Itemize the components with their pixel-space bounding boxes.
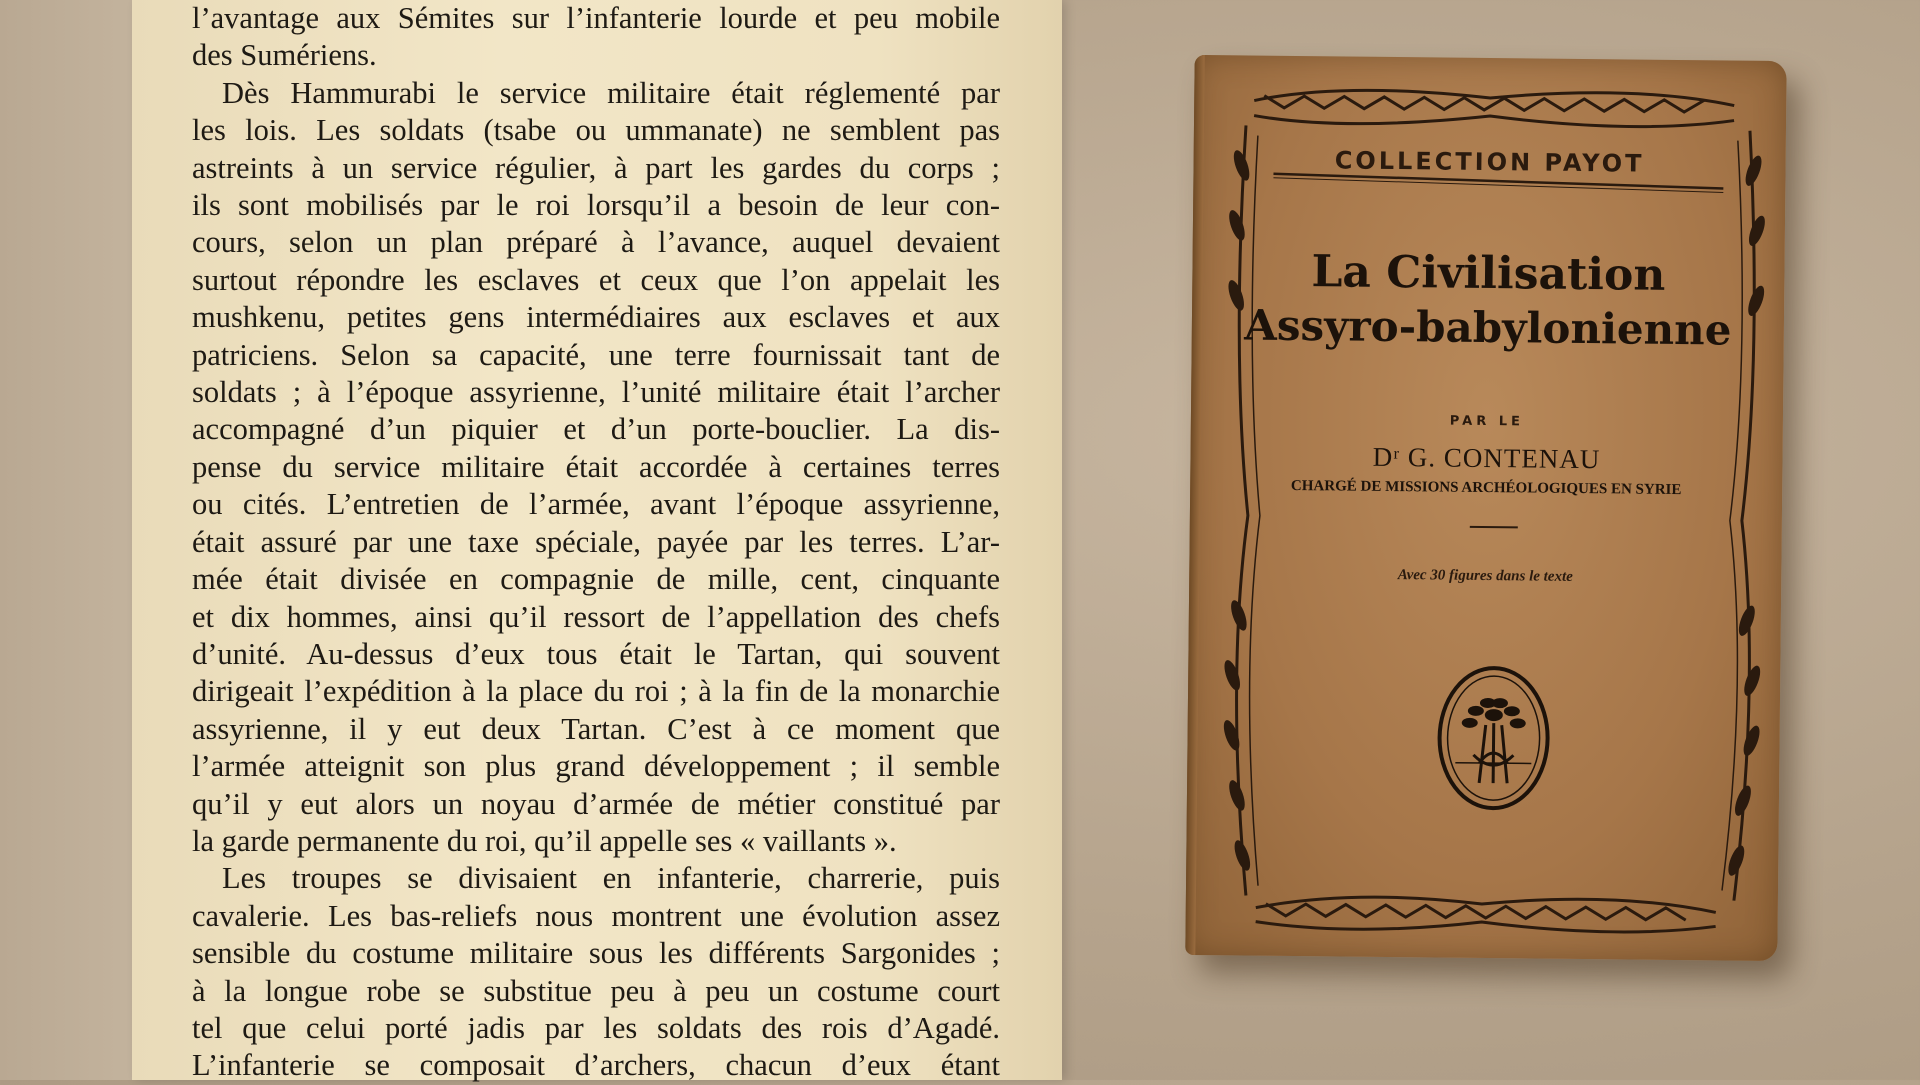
text-line: qu’il y eut alors un noyau d’armée de métier constitué par [192, 786, 1000, 821]
text-line: les lois. Les soldats (tsabe ou ummanate) ne semblent pas [192, 113, 1000, 148]
text-line: sensible du costume militaire sous les différents Sargonides ; [192, 936, 1000, 971]
book-title-line1: La Civilisation [1311, 246, 1666, 301]
text-line: la garde permanente du roi, qu’il appelle ses « vaillants ». [192, 823, 897, 858]
book-page [132, 0, 1062, 1083]
author-role: CHARGÉ DE MISSIONS ARCHÉOLOGIQUES EN SYRIE [1290, 477, 1682, 499]
text-line: des Sumériens. [192, 38, 377, 73]
text-line: dirigeait l’expédition à la place du roi ; à la fin de la monarchie [192, 674, 1000, 709]
text-line: assyrienne, il y eut deux Tartan. C’est à ce moment que [192, 711, 1000, 746]
text-line: accompagné d’un piquier et d’un porte-bouclier. La dis- [192, 412, 1000, 447]
text-line: astreints à un service régulier, à part les gardes du corps ; [192, 150, 1000, 185]
figures-note: Avec 30 figures dans le texte [1397, 567, 1573, 585]
text-line: d’unité. Au-dessus d’eux tous était le Tartan, qui souvent [192, 636, 1000, 671]
page-text [192, 0, 1000, 1085]
text-line: patriciens. Selon sa capacité, une terre fournissait tant de [192, 337, 1000, 372]
text-line: surtout répondre les esclaves et ceux que l’on appelait les [192, 262, 1000, 297]
text-line: l’armée atteignit son plus grand développement ; il semble [192, 749, 1000, 784]
text-line: était assuré par une taxe spéciale, payée par les terres. L’ar- [192, 524, 1000, 559]
background-left [0, 0, 132, 1080]
collection-label: COLLECTION PAYOT [1334, 146, 1645, 178]
text-line: mushkenu, petites gens intermédiaires aux esclaves et aux [192, 300, 1000, 335]
text-line: L’infanterie se composait d’archers, chacun d’eux étant [192, 1048, 1000, 1083]
text-line: Les troupes se divisaient en infanterie, charrerie, puis [222, 861, 1000, 896]
text-line: ils sont mobilisés par le roi lorsqu’il a besoin de leur con- [192, 188, 1000, 223]
wheat-sheaf-emblem-icon [1435, 662, 1553, 813]
book-title-line2: Assyro-babylonienne [1244, 300, 1732, 355]
text-line: Dès Hammurabi le service militaire était réglementé par [222, 75, 1000, 110]
text-line: cours, selon un plan préparé à l’avance, auquel devaient [192, 225, 1000, 260]
text-line: soldats ; à l’époque assyrienne, l’unité militaire était l’archer [192, 375, 1000, 410]
text-line: mée était divisée en compagnie de mille, cent, cinquante [192, 562, 1000, 597]
laurel-border-ornament [1185, 55, 1786, 961]
text-line: à la longue robe se substitue peu à peu un costume court [192, 973, 1000, 1008]
par-le-label: PAR LE [1449, 413, 1525, 430]
text-line: pense du service militaire était accordée à certaines terres [192, 449, 1000, 484]
text-line: ou cités. L’entretien de l’armée, avant l’époque assyrienne, [192, 487, 1000, 522]
book-cover [1185, 55, 1786, 961]
text-line: l’avantage aux Sémites sur l’infanterie lourde et peu mobile [192, 1, 1000, 35]
author-name: Dʳ G. CONTENAU [1372, 441, 1601, 475]
text-line: et dix hommes, ainsi qu’il ressort de l’appellation des chefs [192, 599, 1000, 634]
text-line: cavalerie. Les bas-reliefs nous montrent une évolution assez [192, 898, 1000, 933]
text-line: tel que celui porté jadis par les soldats des rois d’Agadé. [192, 1010, 1000, 1045]
